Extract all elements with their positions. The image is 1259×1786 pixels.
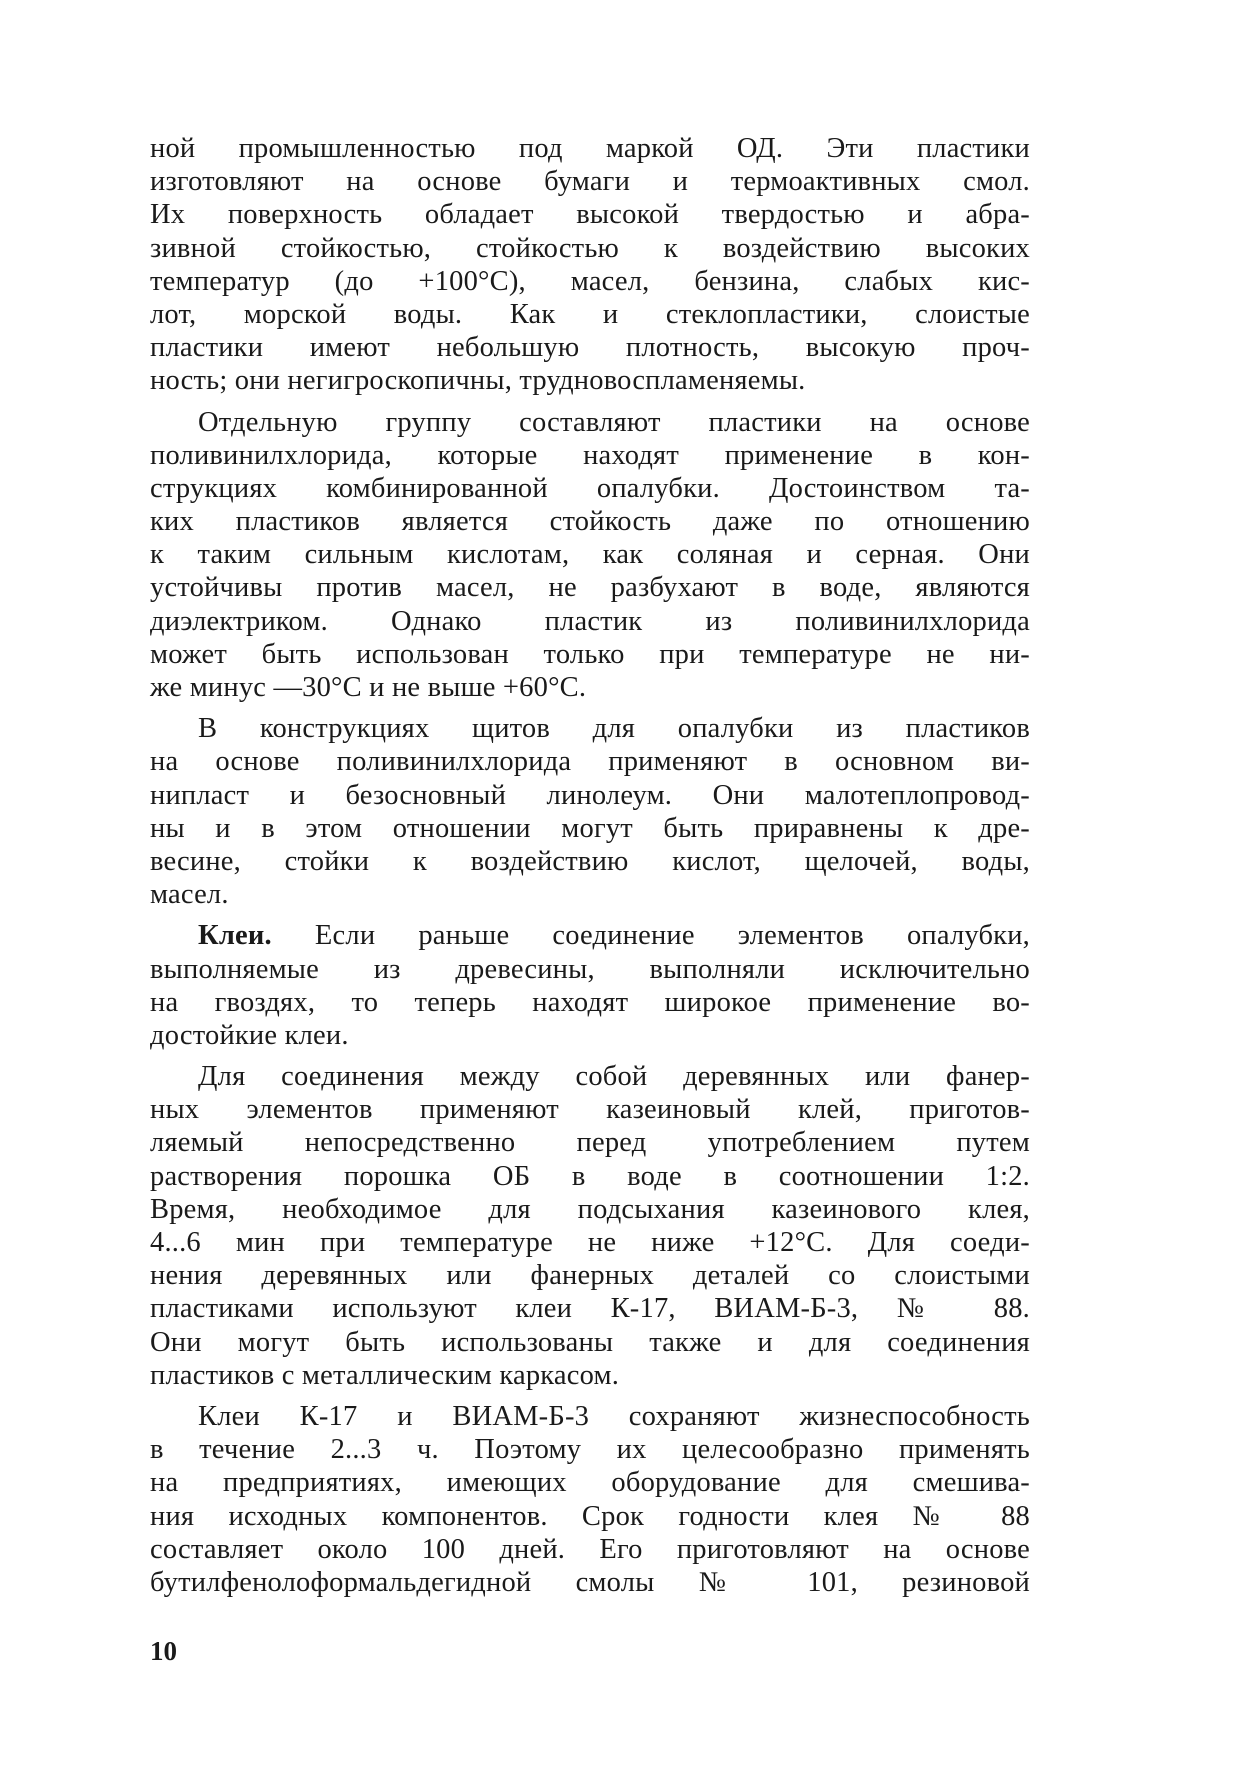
- paragraph-3: [150, 712, 1030, 911]
- text-line: весине, стойки к воздействию кислот, щелочей, воды,: [150, 845, 1030, 877]
- text-line: зивной стойкостью, стойкостью к воздействию высоких: [150, 232, 1030, 264]
- text-line: 4...6 мин при температуре не ниже +12°С. Для соеди-: [150, 1227, 1030, 1258]
- text-line: может быть использован только при температуре не ни-: [150, 638, 1030, 670]
- text-line: ны и в этом отношении могут быть приравнены к дре-: [150, 812, 1030, 844]
- text-line: лот, морской воды. Как и стеклопластики, слоистые: [150, 298, 1030, 330]
- paragraph-2: [150, 406, 1030, 705]
- text-line: на гвоздях, то теперь находят широкое применение во-: [150, 986, 1030, 1018]
- text-line: устойчивы против масел, не разбухают в воде, являются: [150, 572, 1030, 604]
- paragraph-5: [150, 1060, 1030, 1392]
- text-line: пластиков с металлическим каркасом.: [150, 1359, 620, 1391]
- text-line: [150, 919, 1030, 952]
- text-line: нения деревянных или фанерных деталей со слоистыми: [150, 1260, 1030, 1292]
- text-line: пластики имеют небольшую плотность, высокую проч-: [150, 332, 1030, 364]
- text-line: Время, необходимое для подсыхания казеинового клея,: [150, 1193, 1030, 1225]
- text-line: в течение 2...3 ч. Поэтому их целесообразно применять: [150, 1434, 1030, 1466]
- text-line: ных элементов применяют казеиновый клей, приготов-: [150, 1094, 1030, 1126]
- text-line: Для соединения между собой деревянных или фанер-: [198, 1061, 1030, 1093]
- text-line: к таким сильным кислотам, как соляная и серная. Они: [150, 539, 1030, 571]
- text-line: растворения порошка ОБ в воде в соотношении 1:2.: [150, 1160, 1030, 1192]
- text-line: бутилфенолоформальдегидной смолы № 101, резиновой: [150, 1566, 1030, 1598]
- text-line: ной промышленностью под маркой ОД. Эти пластики: [150, 133, 1030, 164]
- text-line: Отдельную группу составляют пластики на основе: [198, 406, 1030, 438]
- text-line: пластиками используют клеи К-17, ВИАМ-Б-3, № 88.: [150, 1293, 1030, 1325]
- text-line: нипласт и безосновный линолеум. Они малотеплопровод-: [150, 779, 1030, 811]
- paragraph-1: [150, 132, 1030, 398]
- text-line: В конструкциях щитов для опалубки из пластиков: [198, 713, 1030, 745]
- text-line: Они могут быть использованы также и для соединения: [150, 1326, 1030, 1358]
- paragraph-6: [150, 1400, 1030, 1599]
- text-line: ляемый непосредственно перед употреблением путем: [150, 1127, 1030, 1159]
- text-line: составляет около 100 дней. Его приготовляют на основе: [150, 1533, 1030, 1565]
- text-line: же минус —30°С и не выше +60°С.: [150, 672, 587, 703]
- text-line: изготовляют на основе бумаги и термоактивных смол.: [150, 166, 1030, 198]
- text-line: ния исходных компонентов. Срок годности клея № 88: [150, 1500, 1030, 1532]
- text-line: струкциях комбинированной опалубки. Достоинством та-: [150, 472, 1030, 504]
- text-line: на предприятиях, имеющих оборудование для смешива-: [150, 1467, 1030, 1499]
- paragraph-4: [150, 919, 1030, 1052]
- section-term: Клеи.: [198, 920, 272, 952]
- page-body: [150, 132, 1030, 1599]
- text-line: ность; они негигроскопичны, трудновоспламеняемы.: [150, 365, 806, 397]
- text-line: Их поверхность обладает высокой твердостью и абра-: [150, 199, 1030, 231]
- text-line: выполняемые из древесины, выполняли исключительно: [150, 953, 1030, 985]
- text-run: Если раньше соединение элементов опалубки,: [271, 920, 1030, 952]
- text-line: температур (до +100°С), масел, бензина, слабых кис-: [150, 265, 1030, 297]
- text-line: Клеи К-17 и ВИАМ-Б-3 сохраняют жизнеспособность: [198, 1400, 1030, 1432]
- text-line: ких пластиков является стойкость даже по отношению: [150, 506, 1030, 538]
- text-line: масел.: [150, 879, 229, 911]
- page-number: 10: [150, 1636, 177, 1666]
- text-line: на основе поливинилхлорида применяют в основном ви-: [150, 746, 1030, 778]
- text-line: поливинилхлорида, которые находят применение в кон-: [150, 439, 1030, 471]
- text-line: диэлектриком. Однако пластик из поливинилхлорида: [150, 605, 1030, 637]
- text-line: достойкие клеи.: [150, 1019, 349, 1051]
